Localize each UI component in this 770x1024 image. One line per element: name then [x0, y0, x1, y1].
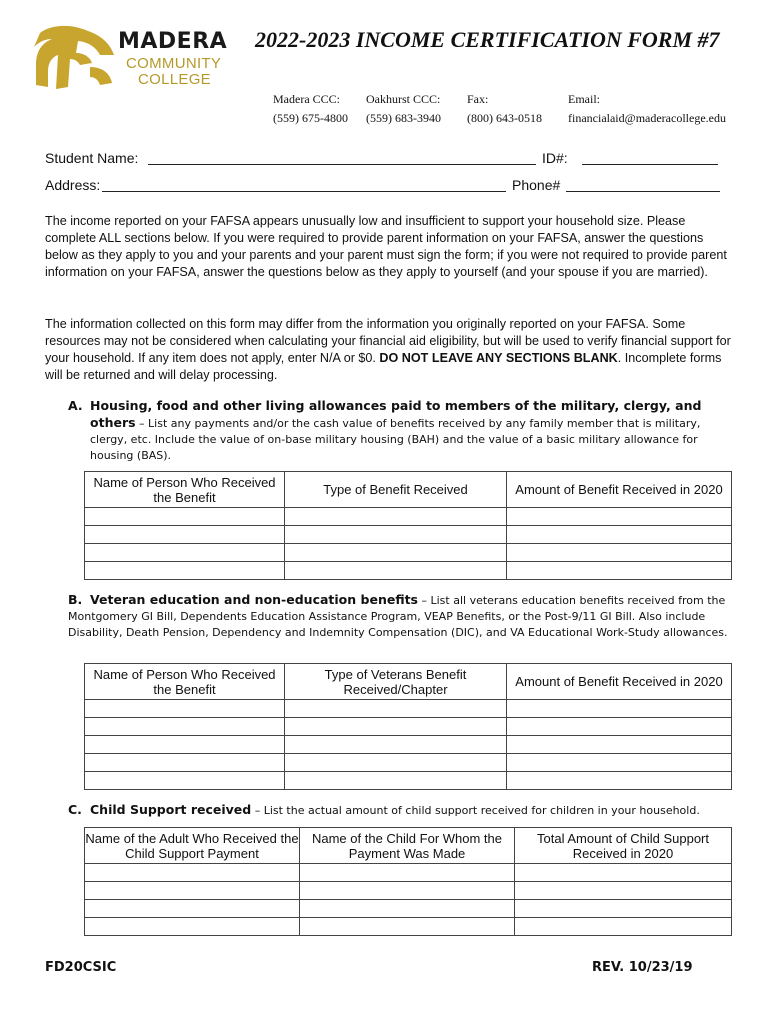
- table-row: [85, 718, 732, 736]
- bear-logo-icon: [30, 25, 116, 93]
- logo-community: COMMUNITY: [126, 55, 222, 72]
- table-row: [85, 754, 732, 772]
- table-cell[interactable]: [285, 526, 507, 544]
- table-cell[interactable]: [507, 526, 732, 544]
- address-label: Address:: [45, 177, 101, 193]
- table-cell[interactable]: [300, 864, 515, 882]
- section-title-cont: others: [90, 415, 136, 430]
- contact-oakhurst: [366, 92, 441, 126]
- form-title: 2022-2023 INCOME CERTIFICATION FORM #7: [255, 27, 720, 52]
- table-cell[interactable]: [285, 544, 507, 562]
- section-desc: – List any payments and/or the cash value of benefits received by any family member that is military, clergy, etc. Include the value of on-base military housing (BAH) and the value of a basic military allowance for housing (BAS).: [90, 417, 701, 462]
- section-desc: – List all veterans education benefits received from the Montgomery GI Bill, Dependents Education Assistance Program, VEAP Benefits, or the Post-9/11 GI Bill. Also include Disability, Death Pension, Dependency and Indemnity Compensation (DIC), and VA Educational Work-Study allowances.: [68, 594, 728, 639]
- contact-madera: [273, 92, 348, 126]
- table-cell[interactable]: [507, 508, 732, 526]
- table-cell[interactable]: [85, 772, 285, 790]
- table-row: [85, 700, 732, 718]
- table-cell[interactable]: [285, 562, 507, 580]
- table-cell[interactable]: [85, 918, 300, 936]
- section-title: Housing, food and other living allowances paid to members of the military, clergy, and: [90, 398, 702, 413]
- table-row: [85, 864, 732, 882]
- table-cell[interactable]: [300, 900, 515, 918]
- table-cell[interactable]: [85, 718, 285, 736]
- table-cell[interactable]: [285, 736, 507, 754]
- table-row: [85, 918, 732, 936]
- col-header: Amount of Benefit Received in 2020: [507, 664, 732, 700]
- revision-date: REV. 10/23/19: [592, 960, 693, 975]
- table-row: [85, 900, 732, 918]
- table-cell[interactable]: [515, 900, 732, 918]
- contact-value: financialaid@maderacollege.edu: [568, 111, 726, 125]
- section-a-table: [84, 471, 732, 580]
- contact-label: Madera CCC:: [273, 92, 340, 106]
- contact-value: (559) 683-3940: [366, 111, 441, 125]
- table-cell[interactable]: [285, 700, 507, 718]
- table-cell[interactable]: [85, 526, 285, 544]
- table-row: [85, 882, 732, 900]
- logo-college: COLLEGE: [138, 71, 211, 88]
- table-row: [85, 736, 732, 754]
- table-cell[interactable]: [285, 718, 507, 736]
- college-logo: [30, 25, 230, 93]
- section-title: Veteran education and non-education benefits: [90, 592, 418, 607]
- col-header: Name of Person Who Received the Benefit: [85, 472, 285, 508]
- id-field[interactable]: [582, 164, 718, 165]
- col-header: Amount of Benefit Received in 2020: [507, 472, 732, 508]
- table-cell[interactable]: [85, 882, 300, 900]
- section-c-table: [84, 827, 732, 936]
- section-c-heading: [68, 802, 733, 819]
- table-cell[interactable]: [507, 736, 732, 754]
- table-cell[interactable]: [85, 508, 285, 526]
- table-row: [85, 526, 732, 544]
- table-cell[interactable]: [85, 562, 285, 580]
- contact-label: Oakhurst CCC:: [366, 92, 441, 106]
- phone-label: Phone#: [512, 177, 561, 193]
- intro-paragraph-1: The income reported on your FAFSA appears unusually low and insufficient to support your household size. Please complete ALL sections below. If you were required to provide parent information on your FAFSA, answer the questions below as they apply to you and your parents and your parent must sign the form; if you were not required to provide parent information on your FAFSA, answer the questions below as they apply to yourself (and your spouse if you are married).: [45, 214, 727, 279]
- table-cell[interactable]: [515, 864, 732, 882]
- contact-label: Fax:: [467, 92, 489, 106]
- table-cell[interactable]: [507, 562, 732, 580]
- section-title: Child Support received: [90, 802, 252, 817]
- table-cell[interactable]: [85, 900, 300, 918]
- table-cell[interactable]: [85, 700, 285, 718]
- intro-text: The information collected on this form may differ from the information you originally reported on your FAFSA. Some resources may not be considered when calculating your financial aid eligibility, but will be used to verify financial support for your household. If any item does not apply, enter N/A or $0.: [45, 317, 731, 365]
- id-label: ID#:: [542, 150, 568, 166]
- intro-paragraph-2: [45, 316, 735, 384]
- table-cell[interactable]: [85, 736, 285, 754]
- section-b-table: [84, 663, 732, 790]
- student-name-field[interactable]: [148, 164, 536, 165]
- table-cell[interactable]: [515, 882, 732, 900]
- logo-name: MADERA: [118, 29, 228, 54]
- col-header: Name of the Adult Who Received the Child Support Payment: [85, 828, 300, 864]
- table-cell[interactable]: [507, 772, 732, 790]
- form-code: FD20CSIC: [45, 960, 117, 975]
- section-letter: C.: [68, 802, 82, 817]
- section-letter: A.: [68, 398, 83, 413]
- contact-email: [568, 92, 726, 126]
- col-header: Name of Person Who Received the Benefit: [85, 664, 285, 700]
- table-row: [85, 544, 732, 562]
- table-cell[interactable]: [515, 918, 732, 936]
- table-cell[interactable]: [85, 864, 300, 882]
- intro-warning: DO NOT LEAVE ANY SECTIONS BLANK: [379, 351, 618, 365]
- table-row: [85, 562, 732, 580]
- section-b-heading: [68, 592, 733, 641]
- table-cell[interactable]: [285, 754, 507, 772]
- col-header: Type of Veterans Benefit Received/Chapter: [285, 664, 507, 700]
- col-header: Type of Benefit Received: [285, 472, 507, 508]
- table-cell[interactable]: [85, 544, 285, 562]
- contact-value: (800) 643-0518: [467, 111, 542, 125]
- phone-field[interactable]: [566, 191, 720, 192]
- contact-label: Email:: [568, 92, 600, 106]
- intro-tail: . Incomplete forms will be returned and will delay processing.: [45, 351, 722, 382]
- table-cell[interactable]: [285, 772, 507, 790]
- table-cell[interactable]: [507, 544, 732, 562]
- table-cell[interactable]: [507, 754, 732, 772]
- table-row: [85, 772, 732, 790]
- table-cell[interactable]: [300, 918, 515, 936]
- table-cell[interactable]: [85, 754, 285, 772]
- section-desc: – List the actual amount of child support received for children in your household.: [251, 804, 700, 817]
- section-letter: B.: [68, 592, 83, 607]
- contact-fax: [467, 92, 542, 126]
- address-field[interactable]: [102, 191, 506, 192]
- col-header: Total Amount of Child Support Received in 2020: [515, 828, 732, 864]
- table-cell[interactable]: [507, 718, 732, 736]
- contact-value: (559) 675-4800: [273, 111, 348, 125]
- table-cell[interactable]: [507, 700, 732, 718]
- section-a-heading: [68, 398, 733, 464]
- student-name-label: Student Name:: [45, 150, 139, 166]
- table-row: [85, 508, 732, 526]
- col-header: Name of the Child For Whom the Payment Was Made: [300, 828, 515, 864]
- table-cell[interactable]: [300, 882, 515, 900]
- table-cell[interactable]: [285, 508, 507, 526]
